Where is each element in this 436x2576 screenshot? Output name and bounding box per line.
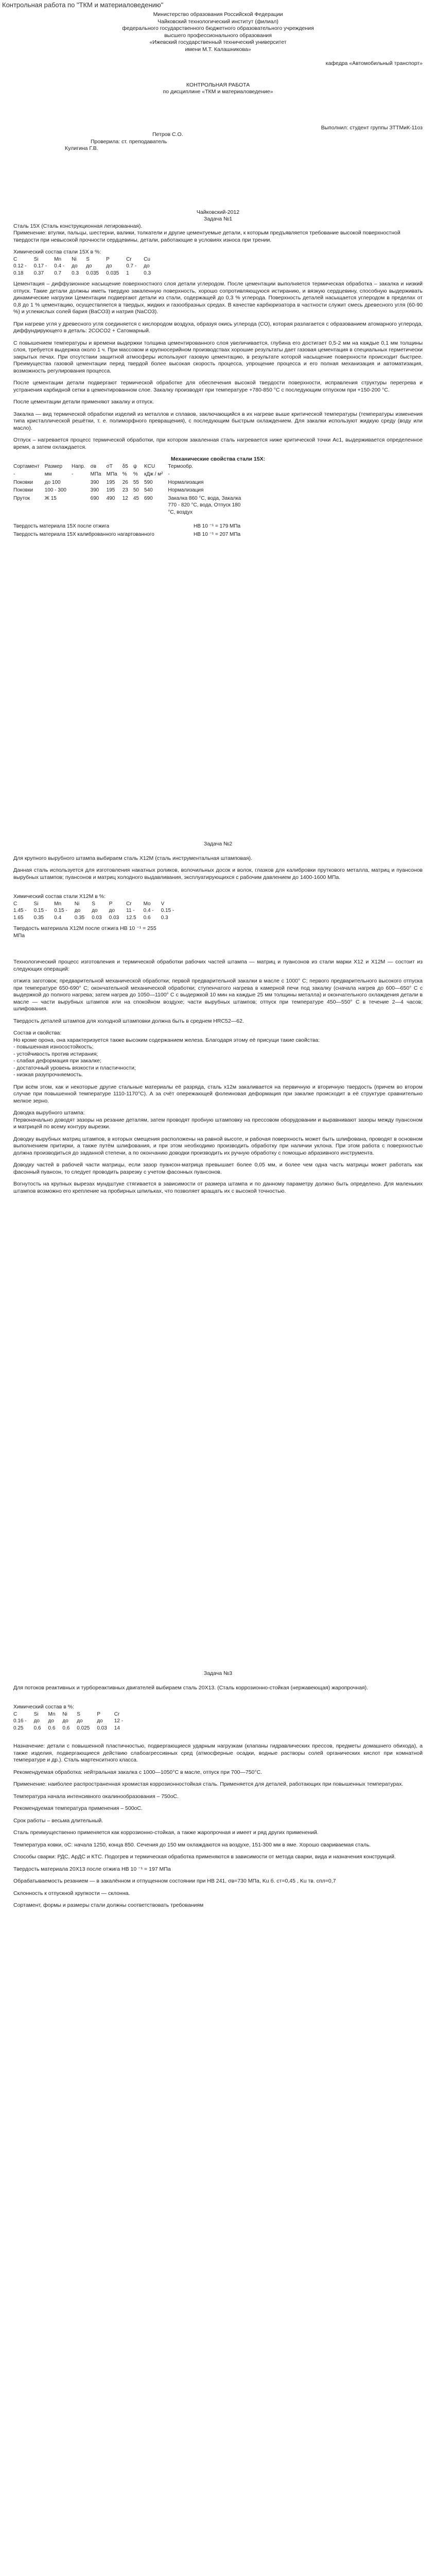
table-cell: 0.4 — [54, 914, 62, 921]
teacher-name: Кулигина Г.В. — [65, 145, 98, 151]
student-name: Петров С.О. — [152, 131, 183, 138]
table-cell: 0.6 — [48, 1725, 56, 1731]
table-row — [13, 1718, 130, 1725]
table-cell: 0.3 — [144, 270, 151, 276]
task2-composition-table — [13, 901, 181, 922]
table-row — [13, 901, 181, 908]
institution: федерального государственного бюджетного образовательного учреждения — [122, 25, 314, 31]
task2-operations: отжига заготовок; предварительной механической обработки; первой предварительной закалки в масле с 1000° С; первого предварительного высокого отпуска при температуре 650-690° С; окончательной механической обработки; ступенчатого нагрева в камерной печи под закалку (сначала нагрев до 600—650° С с выдержкой до полного нагрева; затем нагрев до 1050—1100° С с выдержкой 10 мин на каждые 25 мм толщины металла) и окончательного охлаждения детали в масле — части вырубных штампов или на спокойном воздухе; части вырубных штампов; отпуск при температуре 450—550° С в течение 2—4 часов; шлифования. — [13, 978, 423, 1012]
table-cell: 0.035 — [86, 270, 99, 276]
table-cell: - — [71, 471, 74, 477]
table-cell: 0.35 — [33, 914, 44, 921]
table-cell: до — [109, 908, 115, 913]
table-cell: C — [13, 1711, 18, 1717]
table-cell: Si — [33, 901, 39, 907]
table-cell: 0.25 — [13, 1725, 24, 1731]
table-cell: 540 — [144, 487, 153, 493]
table-cell: 0.35 — [74, 914, 85, 921]
table-cell: 0.4 - — [143, 908, 154, 913]
task2-process: Технологический процесс изготовления и термической обработки рабочих частей штампа — матриц и пуансонов из стали марки Х12 и Х12М — состоит из следующих операций: — [13, 959, 423, 972]
task1-composition-title: Химический состав стали 15Х в %: — [13, 249, 101, 255]
table-cell: Закалка 860 °C, вода, Закалка 770 - 820 °C, вода, Отпуск 180 °C, воздух — [168, 495, 241, 515]
table-cell: 0.03 — [92, 914, 102, 921]
task1-properties-title: Механические свойства стали 15Х: — [170, 456, 266, 462]
table-cell: до — [77, 1718, 83, 1724]
task2-hardness: Твердость материала Х12М после отжига HB 10 ⁻¹ = 255 МПа — [13, 925, 156, 939]
table-cell: Твердость материала 15Х после отжига — [13, 523, 110, 529]
table-cell: Cr — [126, 901, 132, 907]
table-cell: 0.15 - — [54, 908, 67, 913]
task2-finish-1: Первоначально доводят зазоры на резание деталям, затем проводят пробную штамповку на прессовом оборудовании и выравнивают зазоры между пуансоном и матрицей по всему контуру вырезки. — [13, 1116, 423, 1130]
table-cell: C — [13, 256, 18, 262]
task2-finish-4: Вогнутость на крупных вырезах мундштуке стягивается в зависимости от размера штампа и по данному параметру должно быть определено. Для маленьких штампов возможно его крепление на пробирных шпильках, что позволяет вращать их с высокой точностью. — [13, 1181, 423, 1194]
table-cell: 12.5 — [126, 914, 136, 921]
table-cell: Твердость материала 15Х калиброванного нагартованного — [13, 531, 154, 537]
table-cell: 0.3 — [72, 270, 79, 276]
table-row — [13, 907, 181, 914]
task1-after: После цементации детали применяют закалку и отпуск. — [13, 399, 154, 405]
table-cell: 0.025 — [77, 1725, 90, 1731]
task2-usage: Данная сталь используется для изготовления накатных роликов, волочильных досок и волок, глазков для калибровки пруткового металла, матриц и пуансонов вырубных штампов; пуансонов и матриц холодного выдавливания, эксплуатирующихся с рабочим давлением до 1400-1600 МПа. — [13, 867, 423, 880]
table-row — [13, 531, 246, 539]
table-cell: 0.3 — [161, 914, 168, 921]
table-cell: до 100 — [44, 479, 61, 485]
task3-application: Применение: наиболее распространенная хромистая коррозионностойкая сталь. Применяется для деталей, работающих при повышенных температурах. — [13, 1781, 404, 1787]
table-cell — [72, 487, 91, 495]
task2-finish-2: Доводку вырубных матриц штампов, в которых смещения расположены на равной высоте, и рабочая поверхность может быть шлифована, проводят в основном выполнением притирки, а также путём шлифования, и при этом необходимо производить обработку при наличии уклона. При этом работа с поверхностью должна производиться до заданной степени, а по окончанию доводки производить их ручную обработку с помощью абразивного инструмента. — [13, 1136, 423, 1156]
table-row — [13, 479, 250, 487]
table-cell: Ni — [74, 901, 80, 907]
table-cell: δ5 — [122, 463, 128, 469]
task1-cementation: Цементация – диффузионное насыщение поверхностного слоя детали углеродом. После цементации выполняется термическая обработка – закалка и низкий отпуск. Такие детали должны иметь твердую закаленную поверхность, хорошо сопротивляющуюся истиранию, и вязкую сердцевину, способную выдерживать динамические нагрузки Цементации подвергают детали из стали, содержащей до 0,3 % углерода. Поверхность деталей насыщается углеродом в пределах от 0,8 до 1 % цементацию, осуществляется в твердых, жидких и газообразных средах. В качестве карбюризатора в частности служит смесь древесного угля (60-90 %) и углекислых солей бария (BaCO3) и натрия (NaCO3). — [13, 281, 423, 315]
table-cell: до — [33, 1718, 40, 1724]
checked-by: Проверила: ст. преподаватель — [91, 138, 167, 145]
task2-composition-title: Химический состав стали Х12М в %: — [13, 893, 106, 900]
table-row — [13, 270, 158, 277]
task3-composition-title: Химический состав в %: — [13, 1704, 74, 1710]
table-cell: мм — [44, 471, 52, 477]
table-cell: Mo — [143, 901, 151, 907]
table-cell: Напр. — [71, 463, 85, 469]
task3-cutting: Обрабатываемость резанием — в закалённом и отпущенном состоянии при НВ 241, σв=730 МПа, Ku б. ст=0,45 , Ku тв. спл=0,7 — [13, 1878, 336, 1884]
table-cell: Нормализация — [168, 479, 204, 485]
task3-composition-table — [13, 1711, 130, 1732]
task1-processing: С повышением температуры и времени выдержки толщина цементированного слоя увеличивается, глубина его достигает 0,5-2 мм на каждые 0,1 мм толщины слоя, требуется выдержка около 1 ч. При массовом и крупносерийном производствах хорошие результаты дает газовая цементация в специальных герметически закрытых печах. При отсутствии защитной атмосферы используют газовую цементацию, в результате которой насыщение поверхности происходит быстрее. Преимущества газовой цементации перед твердой более высокая скорость процесса, упрощение процесса и его полная механизация и автоматизация, возможность регулирования процесса. — [13, 340, 423, 374]
task2-properties-title: Состав и свойства: — [13, 1030, 62, 1036]
task2-list-item: - низкая разупрочняемость. — [13, 1072, 83, 1078]
university: «Ижевский государственный технический университет — [149, 39, 287, 45]
task2-hardness-final: Твердость деталей штампов для холодной штамповки должна быть в среднем HRC52—62. — [13, 1018, 244, 1024]
table-cell: МПа — [106, 471, 117, 477]
table-cell: S — [92, 901, 95, 907]
task3-hardness: Твердость материала 20Х13 после отжига HB 10 ⁻¹ = 197 МПа — [13, 1866, 171, 1872]
education: высшего профессионального образования — [164, 32, 272, 39]
page-3 — [0, 1670, 436, 2505]
table-cell: HB 10 ⁻¹ = 207 МПа — [194, 531, 241, 537]
table-cell: 11 - — [126, 908, 135, 913]
table-cell: 50 — [133, 487, 139, 493]
task3-tempering-temp: Температура начала интенсивного окалинообразования – 750оС. — [13, 1793, 179, 1800]
university-named: имени М.Т. Калашникова» — [185, 46, 251, 53]
table-cell: 690 — [144, 495, 153, 501]
table-cell: P — [97, 1711, 100, 1717]
table-cell: 490 — [106, 495, 115, 501]
table-cell: до — [97, 1718, 103, 1724]
task3-welding: Способы сварки: РДС, АрДС и КТС. Подогрев и термическая обработка применяются в зависимости от метода сварки, вида и назначения конструкций. — [13, 1854, 396, 1860]
table-cell: Нормализация — [168, 487, 204, 493]
table-cell: Сортамент — [13, 463, 40, 469]
table-cell: 1 — [126, 270, 129, 276]
task1-hardening: Закалка — вид термической обработки изделий из металлов и сплавов, заключающийся в их нагреве выше критической температуры (температуры изменения типа кристаллической решётки, т. е. полиморфного превращения), с последующим быстрым охлаждением. Для закалки используют жидкую среду (воду или масло). — [13, 411, 423, 431]
department: кафедра «Автомобильный транспорт» — [325, 60, 423, 66]
table-cell: σT — [106, 463, 113, 469]
table-row — [13, 471, 250, 479]
task1-heat-treatment: После цементации детали подвергают термической обработке для обеспечения высокой твердости поверхности, исправления структуры перегрева и устранения карбидной сетки в цементированном слое. Закалку производят при температуре +780-850 °С с последующим отпуском при +150-200 °С. — [13, 380, 423, 393]
task1-tempering: Отпуск – нагревается процесс термической обработки, при котором закаленная сталь нагревается ниже критической точки Ac1, выдерживается определенное время, а затем охлаждается. — [13, 437, 423, 450]
table-cell: S — [86, 256, 90, 262]
task2-finish-title: Доводка вырубного штампа: — [13, 1110, 85, 1116]
table-cell: Ж 15 — [44, 495, 57, 501]
table-row — [13, 1711, 130, 1718]
table-row — [13, 256, 158, 263]
table-cell: Si — [33, 256, 39, 262]
table-row — [13, 263, 158, 270]
table-cell: σв — [90, 463, 96, 469]
task3-sortament: Сортамент, формы и размеры стали должны соответствовать требованиям — [13, 1902, 204, 1908]
table-cell: % — [122, 471, 127, 477]
table-cell: до — [92, 908, 98, 913]
table-cell: 0.37 — [33, 270, 44, 276]
task3-heading: Задача №3 — [203, 1670, 233, 1676]
table-cell: Поковки — [13, 479, 33, 485]
table-row — [13, 523, 246, 531]
document-body — [0, 11, 436, 2576]
table-row — [13, 463, 250, 471]
page-2 — [0, 841, 436, 1675]
task3-intro: Для потоков реактивных и турбореактивных двигателей выбираем сталь 20Х13. (Сталь коррозионно-стойкая (нержавеющая) жаропрочная). — [13, 1684, 369, 1691]
table-cell: P — [109, 901, 113, 907]
table-cell: Поковки — [13, 487, 33, 493]
table-cell: 26 — [122, 479, 128, 485]
table-cell: до — [72, 263, 78, 269]
task2-list-item: - слабая деформация при закалке; — [13, 1058, 101, 1064]
table-cell: C — [13, 901, 18, 907]
table-cell: 0.6 — [143, 914, 151, 921]
table-cell: 390 — [90, 487, 99, 493]
table-cell: 1.65 — [13, 914, 24, 921]
table-cell: кДж / м² — [144, 471, 163, 477]
table-row — [13, 914, 181, 922]
table-row — [13, 487, 250, 495]
task2-heading: Задача №2 — [203, 841, 233, 847]
table-cell: до — [86, 263, 92, 269]
table-cell: 0.6 — [62, 1725, 70, 1731]
table-cell: до — [48, 1718, 54, 1724]
table-cell: 0.12 - — [13, 263, 27, 269]
table-cell: 195 — [106, 487, 115, 493]
table-cell: 0.15 - — [33, 908, 47, 913]
discipline: по дисциплине «ТКМ и материаловедение» — [163, 89, 273, 95]
task1-application: Применение: втулки, пальцы, шестерни, валики, толкатели и другие цементуемые детали, к которым предъявляется требование высокой поверхностной твердости при невысокой прочности сердцевины, детали, работающие в условиях износа при трении. — [13, 230, 400, 243]
city-year: Чайковский-2012 — [196, 209, 240, 215]
table-cell: Ni — [72, 256, 77, 262]
table-cell: 0.15 - — [161, 908, 175, 913]
task1-carburizer: При нагреве угля у древесного угля соединяется с кислородом воздуха, образуя окись углерода (CO), которая разлагается с образованием атомарного углерода, диффундирующего в деталь: 2COCO2 + Сатомарный. — [13, 320, 423, 334]
task2-finish-3: Доводку частей в рабочей части матрицы, если зазор пуансон-матрица превышает более 0,05 мм, и более чем одна часть матрицы может работать как фасонный пуансон, то следует проводить разрезку с учетом фасонных пуансонов. — [13, 1162, 423, 1175]
table-cell: 0.035 — [106, 270, 119, 276]
table-cell: 0.7 - — [126, 263, 137, 269]
table-cell: Mn — [54, 901, 62, 907]
task1-properties-table — [13, 463, 250, 517]
task1-hardness-table — [13, 523, 246, 539]
table-cell: Mn — [54, 256, 62, 262]
table-cell: 55 — [133, 479, 139, 485]
table-cell: 0.03 — [97, 1725, 107, 1731]
table-cell: Cu — [144, 256, 150, 262]
work-title: КОНТРОЛЬНАЯ РАБОТА — [186, 81, 250, 88]
table-cell: 14 — [114, 1725, 120, 1731]
table-row — [13, 495, 250, 517]
table-cell: 100 - 300 — [44, 487, 66, 493]
task3-purpose: Назначение: детали с повышенной пластичностью, подвергающиеся ударным нагрузкам (клапаны гидравлических прессов, предметы домашнего обихода), а также изделия, подвергающиеся действию слабоагрессивных сред (атмосферные осадки, водные растворы солей органических кислот при комнатной температуре и др.). Сталь мартенситного класса. — [13, 1743, 423, 1763]
table-cell: 23 — [122, 487, 128, 493]
task1-steel: Сталь 15Х (Сталь конструкционная легированная). — [13, 223, 143, 229]
branch: Чайковский технологический институт (филиал) — [158, 18, 278, 25]
table-cell: HB 10 ⁻¹ = 179 МПа — [194, 523, 241, 529]
task3-forging: Температура ковки, оС: начала 1250, конца 850. Сечения до 150 мм охлаждаются на воздухе, 151-300 мм в яме. Хорошо свариваемая сталь. — [13, 1841, 371, 1848]
task2-list-item: - повышенная износостойкость; — [13, 1044, 94, 1050]
table-cell: Ni — [62, 1711, 67, 1717]
table-cell: 590 — [144, 479, 153, 485]
ministry: Министерство образования Российской Федерации — [153, 11, 283, 18]
table-cell: до — [106, 263, 112, 269]
table-cell: Размер — [44, 463, 63, 469]
table-cell: 0.7 — [54, 270, 62, 276]
table-cell: 0.4 - — [54, 263, 65, 269]
task2-intro: Для крупного вырубного штампа выбираем сталь Х12М (сталь инструментальная штамповая). — [13, 855, 252, 861]
table-cell: до — [74, 908, 81, 913]
task1-heading: Задача №1 — [203, 216, 233, 222]
table-cell: 690 — [90, 495, 99, 501]
task3-recommended: Рекомендуемая обработка: нейтральная закалка с 1000—1050°С в масле, отпуск при 700—750°С. — [13, 1769, 263, 1775]
table-cell — [72, 495, 91, 517]
performed-by: Выполнил: студент группы ЗТТМиК-11оз — [321, 124, 423, 131]
table-cell: 1.45 - — [13, 908, 27, 913]
task2-summary: При всём этом, как и некоторые другие стальные материалы её разряда, сталь х12м закаливается на первичную и вторичную твердость (причем во втором случае при повышенной температуре 1110-1170°С). А за счёт опережающей фолеиновая деформация при закалке происходит в её структуре сравнительно мелкое зерно. — [13, 1083, 423, 1104]
table-cell: 0.16 - — [13, 1718, 27, 1724]
table-cell: Cr — [114, 1711, 120, 1717]
task1-composition-table — [13, 256, 158, 277]
table-cell: Термообр. — [168, 463, 194, 469]
table-cell: 390 — [90, 479, 99, 485]
table-cell: МПа — [90, 471, 101, 477]
document-title: Контрольная работа по "ТКМ и материаловедению" — [2, 1, 164, 9]
table-cell: V — [161, 901, 165, 907]
table-cell: 195 — [106, 479, 115, 485]
task2-list-item: - устойчивость против истирания; — [13, 1050, 98, 1057]
table-cell: S — [77, 1711, 80, 1717]
table-cell — [72, 479, 91, 487]
task2-list-item: - достаточный уровень вязкости и пластичности; — [13, 1064, 136, 1071]
table-cell: Пруток — [13, 495, 30, 501]
table-cell: 0.17 - — [33, 263, 47, 269]
table-cell: до — [144, 263, 150, 269]
table-cell: % — [133, 471, 138, 477]
table-cell: 0.18 — [13, 270, 24, 276]
table-cell: 0.03 — [109, 914, 119, 921]
table-cell: 12 - — [114, 1718, 124, 1724]
table-cell: ψ — [133, 463, 137, 469]
table-cell: Cr — [126, 256, 132, 262]
table-cell: P — [106, 256, 110, 262]
page-1 — [0, 11, 436, 846]
table-cell: - — [13, 471, 15, 477]
task3-service: Срок работы – весьма длительный. — [13, 1817, 103, 1824]
table-row — [13, 1725, 130, 1732]
task3-recommended-temp: Рекомендуемая температура применения – 500оС. — [13, 1805, 143, 1811]
table-cell: - — [168, 471, 170, 477]
task3-flokens: Склонность к отпускной хрупкости — склонна. — [13, 1890, 130, 1896]
table-cell: KCU — [144, 463, 155, 469]
table-cell: 0.6 — [33, 1725, 41, 1731]
table-cell: 45 — [133, 495, 139, 501]
task3-advantages: Сталь преимущественно применяется как коррозионно-стойкая, а также жаропрочная и имеет и ряд других применений. — [13, 1829, 319, 1836]
table-cell: Mn — [48, 1711, 56, 1717]
table-cell: Si — [33, 1711, 39, 1717]
table-cell: до — [62, 1718, 68, 1724]
table-cell: 12 — [122, 495, 128, 501]
task2-ledeburite: Но кроме орона, она характеризуется также высоким содержанием железа. Благодаря этому её присущи такие свойства: — [13, 1037, 320, 1043]
